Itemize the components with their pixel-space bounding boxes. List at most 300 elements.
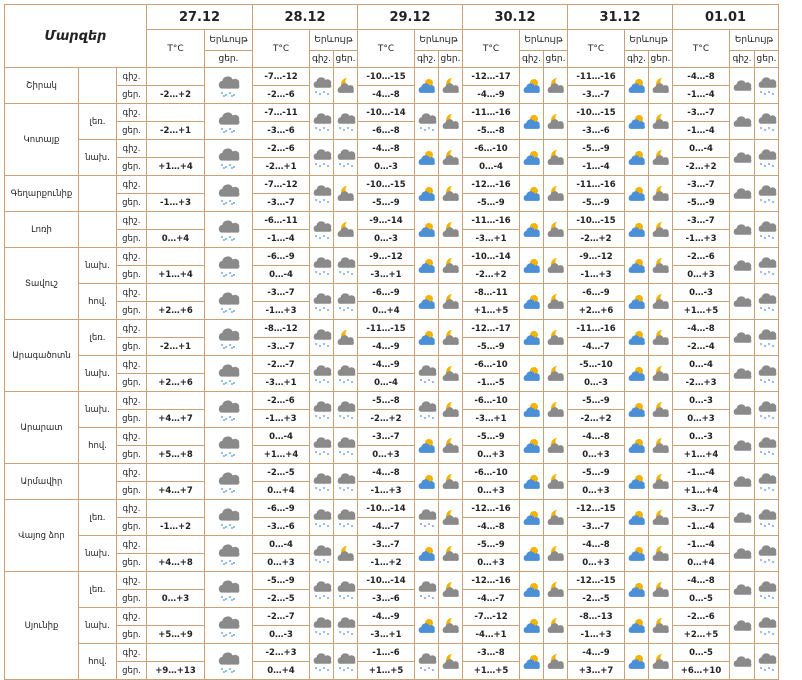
table-row <box>5 104 779 122</box>
temp-cell: 0…-4 <box>253 428 310 446</box>
day-header: ցեր. <box>544 51 568 68</box>
moon-cloud-icon <box>546 293 566 311</box>
temp-cell: -6…-9 <box>253 248 310 266</box>
temp-cell: -12…-17 <box>463 320 520 338</box>
night-icon-cell <box>625 608 649 644</box>
time-of-day: գիշ. <box>117 212 147 230</box>
moon-cloud-icon <box>546 257 566 275</box>
night-header: գիշ. <box>415 51 439 68</box>
temp-cell: 0…-3 <box>673 428 730 446</box>
night-icon-cell <box>415 644 439 680</box>
moon-cloud-icon <box>546 149 566 167</box>
moon-cloud-icon <box>546 113 566 131</box>
day-icon-cell <box>649 68 673 104</box>
snow-cloud-icon <box>312 293 332 311</box>
temp-cell: -2…-6 <box>253 86 310 104</box>
night-icon-cell <box>730 428 755 464</box>
moon-cloud-icon <box>441 293 461 311</box>
table-row <box>5 248 779 266</box>
temp-cell: -6…-10 <box>463 464 520 482</box>
weather-icon-cell <box>205 392 253 428</box>
temp-cell: -2…-5 <box>253 590 310 608</box>
temp-cell: +1…+4 <box>147 158 205 176</box>
subregion-name: լեռ. <box>79 104 117 140</box>
temp-cell: -6…-9 <box>358 284 415 302</box>
moon-cloud-icon <box>441 113 461 131</box>
region-name: Կոտայք <box>5 104 79 176</box>
time-of-day: ցեր. <box>117 662 147 680</box>
snow-cloud-icon <box>217 219 241 241</box>
temp-cell: +4…+7 <box>147 482 205 500</box>
table-row <box>5 428 779 446</box>
temp-cell: -5…-9 <box>463 536 520 554</box>
temp-cell: -3…-7 <box>673 176 730 194</box>
table-row <box>5 68 779 86</box>
temp-cell: -6…-9 <box>253 500 310 518</box>
moon-cloud-icon <box>651 365 671 383</box>
night-icon-cell <box>310 176 334 212</box>
temp-cell: -8…-11 <box>463 284 520 302</box>
temp-cell: -4…-7 <box>358 518 415 536</box>
temp-cell: -4…-8 <box>358 86 415 104</box>
moon-cloud-icon <box>651 653 671 671</box>
night-icon-cell <box>520 212 544 248</box>
table-row <box>5 464 779 482</box>
moon-cloud-icon <box>651 473 671 491</box>
snow-cloud-icon <box>336 653 356 671</box>
temp-cell: -11…-16 <box>568 68 625 86</box>
day-icon-cell <box>755 500 779 536</box>
time-of-day: գիշ. <box>117 320 147 338</box>
temp-cell: -2…-6 <box>673 608 730 626</box>
temp-cell: -3…+1 <box>253 374 310 392</box>
weather-icon-cell <box>205 248 253 284</box>
moon-cloud-icon <box>546 401 566 419</box>
day-icon-cell <box>755 464 779 500</box>
temp-cell: -2…-6 <box>673 248 730 266</box>
temp-cell: +5…+9 <box>147 626 205 644</box>
temp-cell: -10…-14 <box>358 572 415 590</box>
sun-cloud-icon <box>627 509 647 527</box>
day-icon-cell <box>755 176 779 212</box>
night-icon-cell <box>625 248 649 284</box>
cloud-icon <box>732 437 752 455</box>
snow-cloud-icon <box>312 365 332 383</box>
temp-cell: -4…-8 <box>673 572 730 590</box>
weather-icon-cell <box>205 500 253 536</box>
moon-cloud-icon <box>441 473 461 491</box>
temp-cell: 0…-4 <box>253 536 310 554</box>
night-icon-cell <box>415 212 439 248</box>
night-icon-cell <box>310 320 334 356</box>
night-icon-cell <box>520 644 544 680</box>
night-icon-cell <box>415 356 439 392</box>
day-icon-cell <box>544 176 568 212</box>
temp-cell: -1…+3 <box>673 230 730 248</box>
sun-cloud-icon <box>522 329 542 347</box>
night-icon-cell <box>520 248 544 284</box>
weather-icon-cell <box>205 644 253 680</box>
temp-cell: +2…+6 <box>568 302 625 320</box>
subregion-name <box>79 464 117 500</box>
temp-cell: +1…+4 <box>673 446 730 464</box>
temp-cell: -7…-12 <box>253 68 310 86</box>
temp-cell: 0…-5 <box>673 590 730 608</box>
temp-cell: -3…-7 <box>673 104 730 122</box>
moon-cloud-icon <box>651 149 671 167</box>
table-row <box>5 284 779 302</box>
temp-cell: -4…-8 <box>463 518 520 536</box>
sun-cloud-icon <box>417 293 437 311</box>
temp-cell: -2…-6 <box>253 392 310 410</box>
night-icon-cell <box>625 212 649 248</box>
day-icon-cell <box>334 212 358 248</box>
temp-cell: -1…+2 <box>147 518 205 536</box>
night-header: գիշ. <box>310 51 334 68</box>
table-title: Մարզեր <box>5 5 147 68</box>
moon-cloud-icon <box>651 293 671 311</box>
night-icon-cell <box>415 248 439 284</box>
temp-cell: 0…+3 <box>568 554 625 572</box>
night-icon-cell <box>415 284 439 320</box>
day-icon-cell <box>649 140 673 176</box>
temp-cell: -2…+1 <box>253 158 310 176</box>
temp-cell: -12…-15 <box>568 572 625 590</box>
weather-icon-cell <box>205 356 253 392</box>
moon-cloud-icon <box>546 653 566 671</box>
day-icon-cell <box>544 644 568 680</box>
subregion-name: նախ. <box>79 536 117 572</box>
night-header: գիշ. <box>520 51 544 68</box>
time-of-day: գիշ. <box>117 104 147 122</box>
sun-cloud-icon <box>522 293 542 311</box>
night-icon-cell <box>520 356 544 392</box>
time-of-day: գիշ. <box>117 464 147 482</box>
temp-cell: 0…-4 <box>673 140 730 158</box>
sun-cloud-icon <box>417 617 437 635</box>
day-icon-cell <box>544 140 568 176</box>
day-icon-cell <box>544 356 568 392</box>
temp-cell: -4…-9 <box>568 644 625 662</box>
table-row <box>5 320 779 338</box>
day-icon-cell <box>439 140 463 176</box>
night-icon-cell <box>310 392 334 428</box>
temp-cell: -3…-8 <box>463 644 520 662</box>
temp-cell: -2…+3 <box>253 644 310 662</box>
temp-cell: -7…-11 <box>253 104 310 122</box>
temp-cell: 0…+4 <box>147 230 205 248</box>
day-icon-cell <box>334 392 358 428</box>
temp-cell <box>147 104 205 122</box>
table-row <box>5 644 779 662</box>
temp-cell: +2…+5 <box>673 626 730 644</box>
table-row <box>5 500 779 518</box>
time-of-day: գիշ. <box>117 608 147 626</box>
day-icon-cell <box>649 248 673 284</box>
temp-cell: 0…+3 <box>673 266 730 284</box>
weather-icon-cell <box>205 572 253 608</box>
snow-cloud-icon <box>757 653 777 671</box>
phen-header: Երևույթ <box>415 30 463 51</box>
night-icon-cell <box>730 608 755 644</box>
temp-cell: -4…-7 <box>568 338 625 356</box>
temp-cell: -10…-15 <box>568 104 625 122</box>
moon-cloud-icon <box>651 329 671 347</box>
table-row <box>5 140 779 158</box>
temp-header: T°C <box>358 30 415 68</box>
subregion-name <box>79 176 117 212</box>
day-icon-cell <box>649 284 673 320</box>
day-icon-cell <box>334 608 358 644</box>
temp-cell: 0…+4 <box>358 302 415 320</box>
time-of-day: գիշ. <box>117 500 147 518</box>
temp-cell: -11…-16 <box>463 104 520 122</box>
snow-cloud-icon <box>217 255 241 277</box>
snow-cloud-icon <box>757 473 777 491</box>
snow-cloud-icon <box>312 221 332 239</box>
moon-cloud-icon <box>441 257 461 275</box>
temp-cell: -2…-7 <box>253 356 310 374</box>
phen-header: Երևույթ <box>730 30 779 51</box>
temp-cell: -3…+1 <box>463 410 520 428</box>
cloud-icon <box>732 617 752 635</box>
region-name: Արմավիր <box>5 464 79 500</box>
day-icon-cell <box>334 140 358 176</box>
snow-cloud-icon <box>217 363 241 385</box>
region-name: Արարատ <box>5 392 79 464</box>
sun-cloud-icon <box>627 185 647 203</box>
time-of-day: ցեր. <box>117 338 147 356</box>
time-of-day: ցեր. <box>117 230 147 248</box>
subregion-name: հով. <box>79 644 117 680</box>
night-icon-cell <box>310 644 334 680</box>
subregion-name: լեռ. <box>79 320 117 356</box>
day-icon-cell <box>649 608 673 644</box>
night-icon-cell <box>730 284 755 320</box>
temp-cell: -5…-9 <box>463 194 520 212</box>
day-icon-cell <box>439 320 463 356</box>
date-header: 31.12 <box>568 5 673 30</box>
day-icon-cell <box>544 392 568 428</box>
sun-cloud-icon <box>627 149 647 167</box>
moon-cloud-icon <box>441 185 461 203</box>
time-of-day: գիշ. <box>117 284 147 302</box>
temp-cell <box>147 320 205 338</box>
time-of-day: ցեր. <box>117 446 147 464</box>
sun-cloud-icon <box>522 545 542 563</box>
weather-icon-cell <box>205 284 253 320</box>
night-icon-cell <box>730 644 755 680</box>
temp-header: T°C <box>673 30 730 68</box>
date-header: 29.12 <box>358 5 463 30</box>
moon-cloud-icon <box>441 617 461 635</box>
day-icon-cell <box>334 428 358 464</box>
sun-cloud-icon <box>627 257 647 275</box>
temp-cell: -6…-9 <box>568 284 625 302</box>
temp-cell: -1…+3 <box>568 626 625 644</box>
snow-cloud-icon <box>417 113 437 131</box>
phen-header: Երևույթ <box>625 30 673 51</box>
night-header: գիշ. <box>625 51 649 68</box>
day-icon-cell <box>439 212 463 248</box>
temp-cell: -2…+1 <box>147 122 205 140</box>
night-icon-cell <box>625 392 649 428</box>
snow-cloud-icon <box>312 77 332 95</box>
date-header: 28.12 <box>253 5 358 30</box>
temp-cell: -4…-8 <box>673 68 730 86</box>
time-of-day: գիշ. <box>117 356 147 374</box>
moon-cloud-icon <box>441 545 461 563</box>
night-icon-cell <box>730 464 755 500</box>
night-icon-cell <box>415 392 439 428</box>
sun-cloud-icon <box>522 185 542 203</box>
temp-cell: -2…+2 <box>568 410 625 428</box>
temp-cell: -4…-8 <box>358 464 415 482</box>
region-name: Տավուշ <box>5 248 79 320</box>
temp-cell: +1…+5 <box>358 662 415 680</box>
night-icon-cell <box>310 428 334 464</box>
day-icon-cell <box>755 68 779 104</box>
time-of-day: գիշ. <box>117 428 147 446</box>
temp-cell: -10…-15 <box>358 176 415 194</box>
moon-cloud-icon <box>441 653 461 671</box>
day-icon-cell <box>755 572 779 608</box>
time-of-day: գիշ. <box>117 536 147 554</box>
sun-cloud-icon <box>522 437 542 455</box>
temp-cell <box>147 248 205 266</box>
snow-cloud-icon <box>757 149 777 167</box>
moon-cloud-icon <box>651 221 671 239</box>
moon-cloud-icon <box>546 437 566 455</box>
sun-cloud-icon <box>522 617 542 635</box>
time-of-day: ցեր. <box>117 194 147 212</box>
sun-cloud-icon <box>627 653 647 671</box>
day-icon-cell <box>544 464 568 500</box>
sun-cloud-icon <box>627 293 647 311</box>
snow-cloud-icon <box>312 617 332 635</box>
temp-cell: -2…+3 <box>673 374 730 392</box>
moon-cloud-icon <box>441 221 461 239</box>
time-of-day: ցեր. <box>117 626 147 644</box>
temp-cell: -5…-9 <box>358 194 415 212</box>
time-of-day: գիշ. <box>117 140 147 158</box>
day-icon-cell <box>544 572 568 608</box>
night-icon-cell <box>310 536 334 572</box>
temp-cell: -4…-8 <box>673 320 730 338</box>
subregion-name: լեռ. <box>79 500 117 536</box>
snow-cloud-icon <box>757 221 777 239</box>
temp-cell: -12…-17 <box>463 68 520 86</box>
temp-header: T°C <box>253 30 310 68</box>
temp-cell: -9…-14 <box>358 212 415 230</box>
temp-cell: -6…-8 <box>358 122 415 140</box>
temp-cell: +6…+10 <box>673 662 730 680</box>
snow-cloud-icon <box>336 257 356 275</box>
temp-cell: -4…-9 <box>463 86 520 104</box>
temp-cell: -8…-12 <box>253 320 310 338</box>
cloud-icon <box>732 257 752 275</box>
night-icon-cell <box>310 140 334 176</box>
sun-cloud-icon <box>522 257 542 275</box>
day-icon-cell <box>649 356 673 392</box>
temp-cell: 0…-3 <box>568 374 625 392</box>
subregion-name: նախ. <box>79 392 117 428</box>
snow-cloud-icon <box>336 401 356 419</box>
day-icon-cell <box>439 68 463 104</box>
cloud-icon <box>732 77 752 95</box>
temp-cell: +1…+5 <box>673 302 730 320</box>
day-icon-cell <box>544 428 568 464</box>
date-header: 30.12 <box>463 5 568 30</box>
day-icon-cell <box>439 536 463 572</box>
day-icon-cell <box>334 500 358 536</box>
temp-cell: 0…-4 <box>253 266 310 284</box>
snow-cloud-icon <box>312 401 332 419</box>
temp-header: T°C <box>568 30 625 68</box>
day-icon-cell <box>755 392 779 428</box>
day-header: ցեր. <box>755 51 779 68</box>
moon-cloud-icon <box>336 221 356 239</box>
snow-cloud-icon <box>336 149 356 167</box>
snow-cloud-icon <box>417 365 437 383</box>
temp-cell: 0…-5 <box>673 644 730 662</box>
day-header: ցեր. <box>334 51 358 68</box>
night-icon-cell <box>625 176 649 212</box>
snow-cloud-icon <box>757 113 777 131</box>
cloud-icon <box>732 653 752 671</box>
temp-cell: -8…-13 <box>568 608 625 626</box>
temp-cell: -3…-7 <box>673 500 730 518</box>
cloud-icon <box>732 329 752 347</box>
snow-cloud-icon <box>757 257 777 275</box>
temp-cell: +5…+8 <box>147 446 205 464</box>
snow-cloud-icon <box>217 75 241 97</box>
night-icon-cell <box>730 572 755 608</box>
day-icon-cell <box>439 572 463 608</box>
temp-cell: 0…+3 <box>568 446 625 464</box>
subregion-name: հով. <box>79 284 117 320</box>
snow-cloud-icon <box>312 581 332 599</box>
temp-cell: -1…+3 <box>147 194 205 212</box>
temp-cell: -1…-4 <box>673 86 730 104</box>
snow-cloud-icon <box>217 399 241 421</box>
temp-cell <box>147 68 205 86</box>
temp-cell: -12…-16 <box>463 572 520 590</box>
snow-cloud-icon <box>217 291 241 313</box>
snow-cloud-icon <box>757 329 777 347</box>
night-icon-cell <box>520 608 544 644</box>
temp-cell: -2…+1 <box>147 338 205 356</box>
phen-header: Երևույթ <box>520 30 568 51</box>
temp-cell <box>147 212 205 230</box>
temp-cell: -3…+1 <box>358 626 415 644</box>
day-icon-cell <box>544 608 568 644</box>
sun-cloud-icon <box>522 113 542 131</box>
sun-cloud-icon <box>522 509 542 527</box>
temp-cell: 0…-3 <box>358 230 415 248</box>
time-of-day: գիշ. <box>117 644 147 662</box>
moon-cloud-icon <box>336 77 356 95</box>
temp-cell: -1…+3 <box>253 410 310 428</box>
snow-cloud-icon <box>312 473 332 491</box>
temp-cell: -3…-7 <box>673 212 730 230</box>
weather-icon-cell <box>205 140 253 176</box>
day-icon-cell <box>439 428 463 464</box>
temp-cell: -5…-10 <box>568 356 625 374</box>
night-icon-cell <box>625 428 649 464</box>
temp-cell <box>147 536 205 554</box>
time-of-day: ցեր. <box>117 374 147 392</box>
